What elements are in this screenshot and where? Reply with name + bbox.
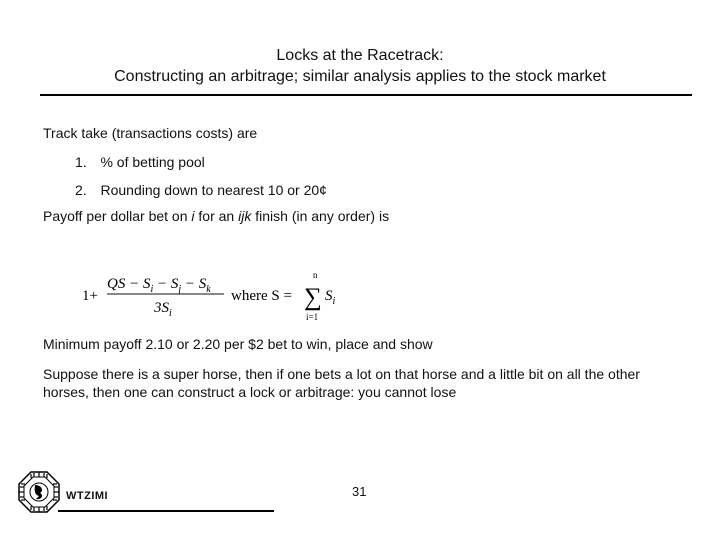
payoff-description <box>43 208 389 225</box>
formula-one-plus: 1+ <box>82 288 98 304</box>
title-line-2: Constructing an arbitrage; similar analysis applies to the stock market <box>114 68 606 85</box>
payoff-text-b: for an <box>194 208 239 224</box>
payoff-text-c: finish (in any order) is <box>251 208 390 224</box>
logo-text: WTZIMI <box>66 490 109 502</box>
sum-lower-limit: i=1 <box>306 312 319 322</box>
list-item-number: 2. <box>75 182 87 198</box>
formula-numerator: QS − $S_i - S_j - S_k$ <box>107 276 211 295</box>
minimum-payoff: Minimum payoff 2.10 or 2.20 per $2 bet to win, place and show <box>43 336 433 352</box>
list-item-number: 1. <box>75 154 87 170</box>
payoff-var-i: i <box>191 208 195 224</box>
sum-sign: ∑ <box>304 284 322 311</box>
sum-upper-limit: n <box>313 270 318 280</box>
title-line-1: Locks at the Racetrack: <box>276 47 444 64</box>
list-item-1 <box>75 154 205 171</box>
track-take-intro: Track take (transactions costs) are <box>43 125 258 141</box>
formula-where: where S = <box>231 288 292 304</box>
compass-rose-emblem-icon <box>18 471 60 513</box>
sum-term: $S_i$ <box>325 288 336 307</box>
payoff-text-a: Payoff per dollar bet on <box>43 208 192 224</box>
page-number: 31 <box>352 484 367 499</box>
title-divider <box>40 94 692 96</box>
payoff-var-ijk: ijk <box>238 208 252 224</box>
list-item-text: Rounding down to nearest 10 or 20¢ <box>100 182 327 198</box>
slide-title <box>0 45 720 87</box>
payoff-formula <box>82 268 382 324</box>
formula-denominator: $3S_i$ <box>154 300 172 319</box>
list-item-text: % of betting pool <box>100 154 205 170</box>
footer-rule <box>58 510 274 512</box>
list-item-2 <box>75 182 327 199</box>
super-horse-paragraph: Suppose there is a super horse, then if one bets a lot on that horse and a little bit on all the other horses, then one can construct a lock or arbitrage: you cannot lose <box>43 366 640 400</box>
